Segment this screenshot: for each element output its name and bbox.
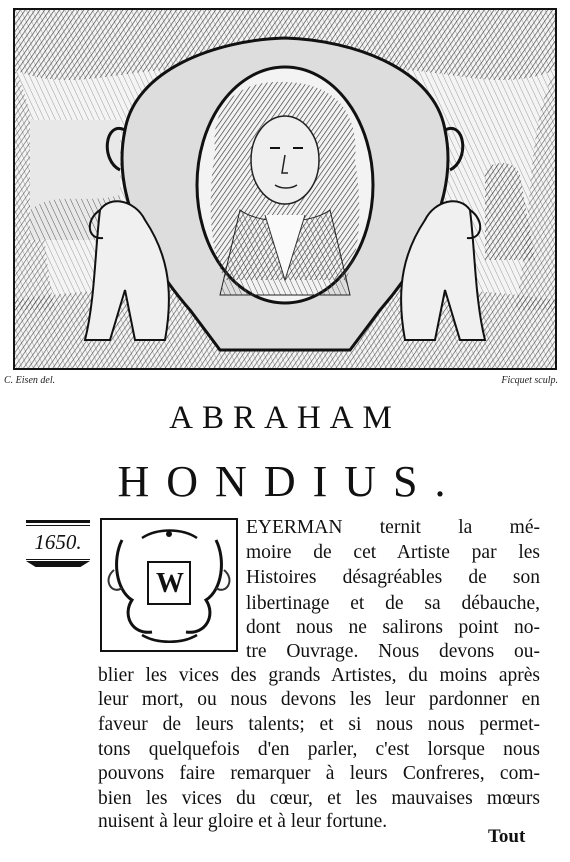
- portrait-engraving: [13, 8, 557, 370]
- text-line: Histoires désagréables de son: [246, 567, 540, 588]
- text-line: leur mort, ou nous devons les leur pardonner en: [98, 689, 540, 710]
- engraver-credit: Ficquet sculp.: [501, 375, 558, 386]
- title-first-name: ABRAHAM: [169, 400, 401, 436]
- text-line: moire de cet Artiste par les: [246, 542, 540, 563]
- catchword: Tout: [488, 826, 526, 847]
- margin-year: [26, 520, 90, 567]
- text-line: libertinage et de sa débauche,: [246, 593, 540, 614]
- text-line: pouvons faire remarquer à leurs Confreres, com-: [98, 763, 540, 784]
- decorated-initial: [100, 518, 238, 652]
- text-line-last: nuisent à leur gloire et à leur fortune.: [98, 811, 388, 832]
- artist-credit: C. Eisen del.: [4, 375, 56, 386]
- text-line: EYERMAN ternit la mé-: [246, 517, 540, 538]
- text-line: blier les vices des grands Artistes, du moins après: [98, 665, 540, 686]
- title-surname: HONDIUS.: [117, 457, 463, 506]
- text-line: faveur de leurs talents; et si nous nous permet-: [98, 714, 540, 735]
- text-line: tons quelquefois d'en parler, c'est lorsque nous: [98, 739, 540, 760]
- text-line: dont nous ne salirons point no-: [246, 617, 540, 638]
- dropcap-letter: W: [156, 568, 184, 599]
- text-line: tre Ouvrage. Nous devons ou-: [246, 641, 540, 662]
- text-line: bien les vices du cœur, et les mauvaises mœurs: [98, 788, 540, 809]
- margin-year-text: 1650.: [34, 530, 82, 554]
